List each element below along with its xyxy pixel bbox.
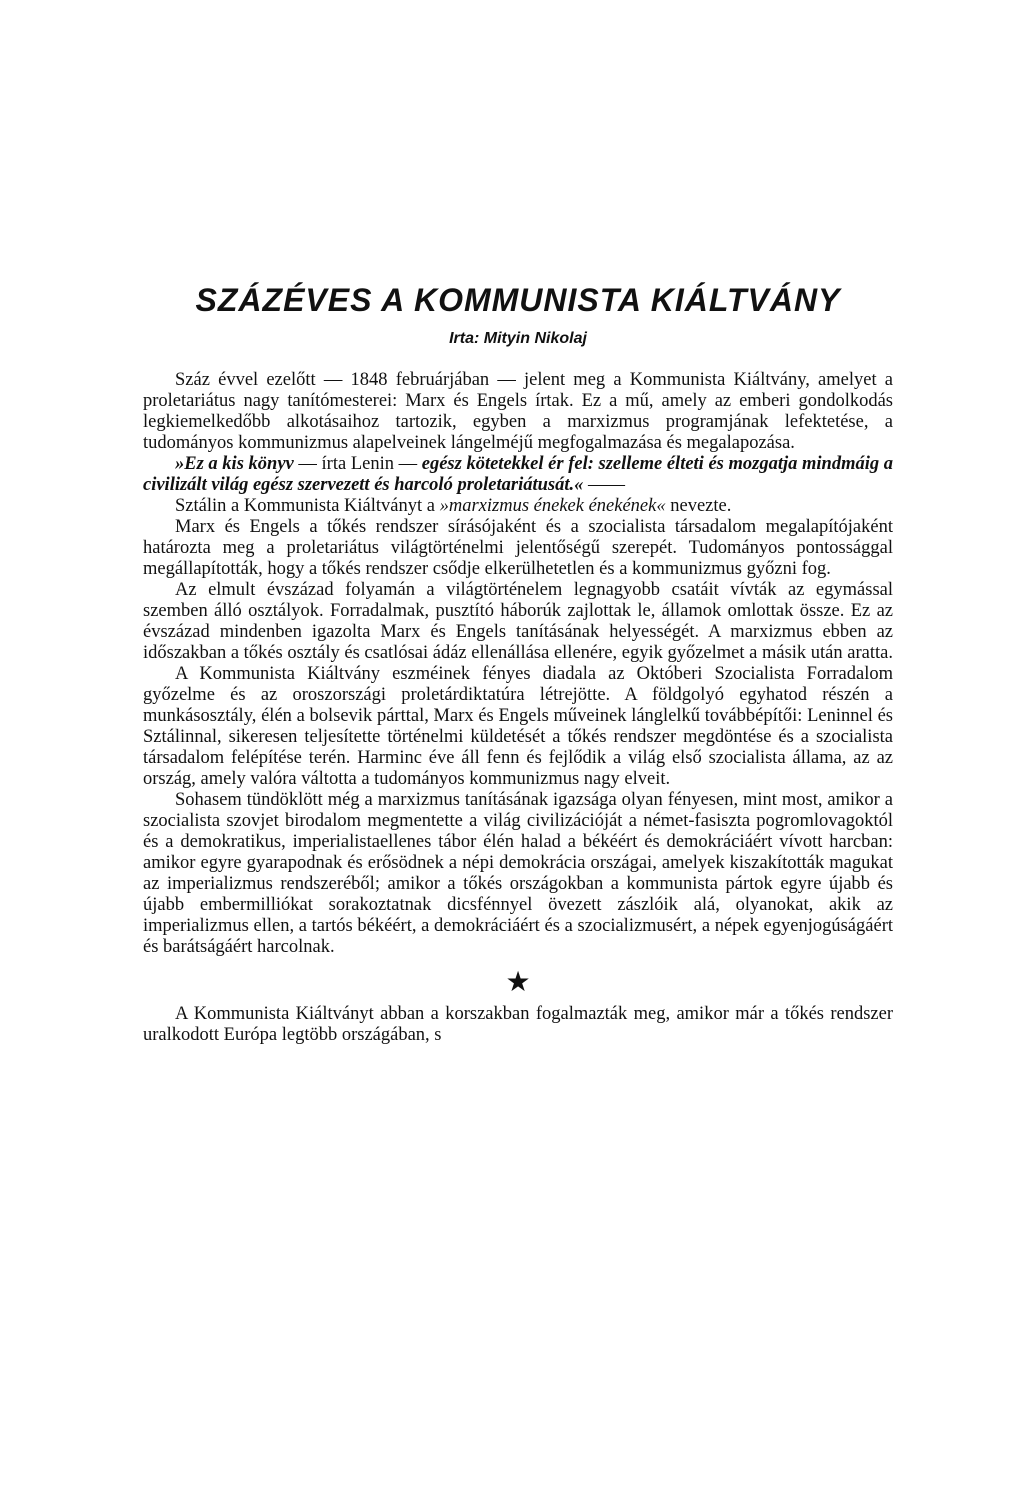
article — [143, 280, 893, 1046]
quote-intro: »Ez a kis könyv — [175, 454, 294, 474]
paragraph-never: Sohasem tündöklött még a marxizmus tanításának igazsága olyan fényesen, mint most, amikor a szocialista szovjet birodalom megmentette a világ civilizációját a német-fasiszta pogromlovagoktól és a demokratikus, imperialistaellenes tábor élén halad a békéért és demokráciáért vívott harcban: amikor egyre gyarapodnak és erősödnek a népi demokrácia országai, amelyek kiszakították magukat az imperializmus rendszeréből; amikor a tőkés országokban a kommunista pártok egyre újabb és újabb embermilliókat sorakoztatnak dicsfénnyel övezett zászlóik alá, olyanokat, akik az imperializmus ellen, a tartós békéért, a demokráciáért és a szocializmusért, a népek egyenjogúságáért és barátságáért harcolnak. — [143, 790, 893, 957]
paragraph-marx-engels: Marx és Engels a tőkés rendszer sírásójaként és a szocialista társadalom megalapítójaként határozta meg a proletariátus világtörténelmi jelentőségű szerepét. Tudományos pontossággal megállapították, hogy a tőkés rendszer csődje elkerülhetetlen és a kommunizmus győzni fog. — [143, 517, 893, 579]
byline — [143, 330, 893, 348]
stalin-paragraph — [143, 496, 893, 517]
article-body — [143, 370, 893, 1046]
paragraph-october: A Kommunista Kiáltvány eszméinek fényes diadala az Októberi Szocialista Forradalom győzelme és az oroszországi proletárdiktatúra létrejötte. A földgolyó egyhatod részén a munkásosztály, élén a bolsevik párttal, Marx és Engels műveinek lánglelkű továbbépítői: Leninnel és Sztálinnal, sikeresen teljesítette történelmi küldetését a tőkés rendszer megdöntése és a szocialista társadalom felépítése terén. Harminc éve áll fenn és fejlődik a világ első szocialista állama, az az ország, amely valóra váltotta a tudományos kommunizmus nagy elveit. — [143, 664, 893, 789]
quote-dash: —— — [588, 475, 625, 495]
star-separator-icon: ★ — [505, 965, 531, 998]
paragraph-century: Az elmult évszázad folyamán a világtörténelem legnagyobb csatáit vívták az egymással szemben álló osztályok. Forradalmak, pusztító háborúk zajlottak le, államok omlottak össze. Ez az évszázad mindenben igazolta Marx és Engels tanításának helyességét. A marxizmus ebben az időszakban a tőkés osztály és csatlósai ádáz ellenállása ellenére, egyik győzelmet a másik után aratta. — [143, 580, 893, 663]
lenin-quote-paragraph — [143, 454, 893, 496]
byline-label: Irta: — [449, 330, 480, 347]
paragraph-intro: Száz évvel ezelőtt — 1848 februárjában — jelent meg a Kommunista Kiáltvány, amelyet a proletariátus nagy tanítómesterei: Marx és Engels írtak. Ez a mű, amely az emberi gondolkodás legkiemelkedőbb alkotásaihoz tartozik, egyben a marxizmus programjának lefektetése, a tudományos kommunizmus alapelveinek lángelméjű megfogalmazása és megalapozása. — [143, 370, 893, 453]
stalin-post: nevezte. — [670, 496, 732, 516]
byline-author: Mityin Nikolaj — [483, 330, 587, 347]
paragraph-last: A Kommunista Kiáltványt abban a korszakban fogalmazták meg, amikor már a tőkés rendszer uralkodott Európa legtöbb országában, s — [143, 1004, 893, 1045]
stalin-quote: »marxizmus énekek énekének« — [439, 496, 666, 516]
article-title: SZÁZÉVES A KOMMUNISTA KIÁLTVÁNY — [195, 282, 841, 318]
quote-text: egész kötetekkel ér fel: szelleme élteti és mozgatja mindmáig a civilizált világ egész szervezett és harcoló proletariátusát.« — [143, 454, 893, 495]
quote-author: — írta Lenin — — [298, 454, 418, 474]
stalin-pre: Sztálin a Kommunista Kiáltványt a — [175, 496, 435, 516]
